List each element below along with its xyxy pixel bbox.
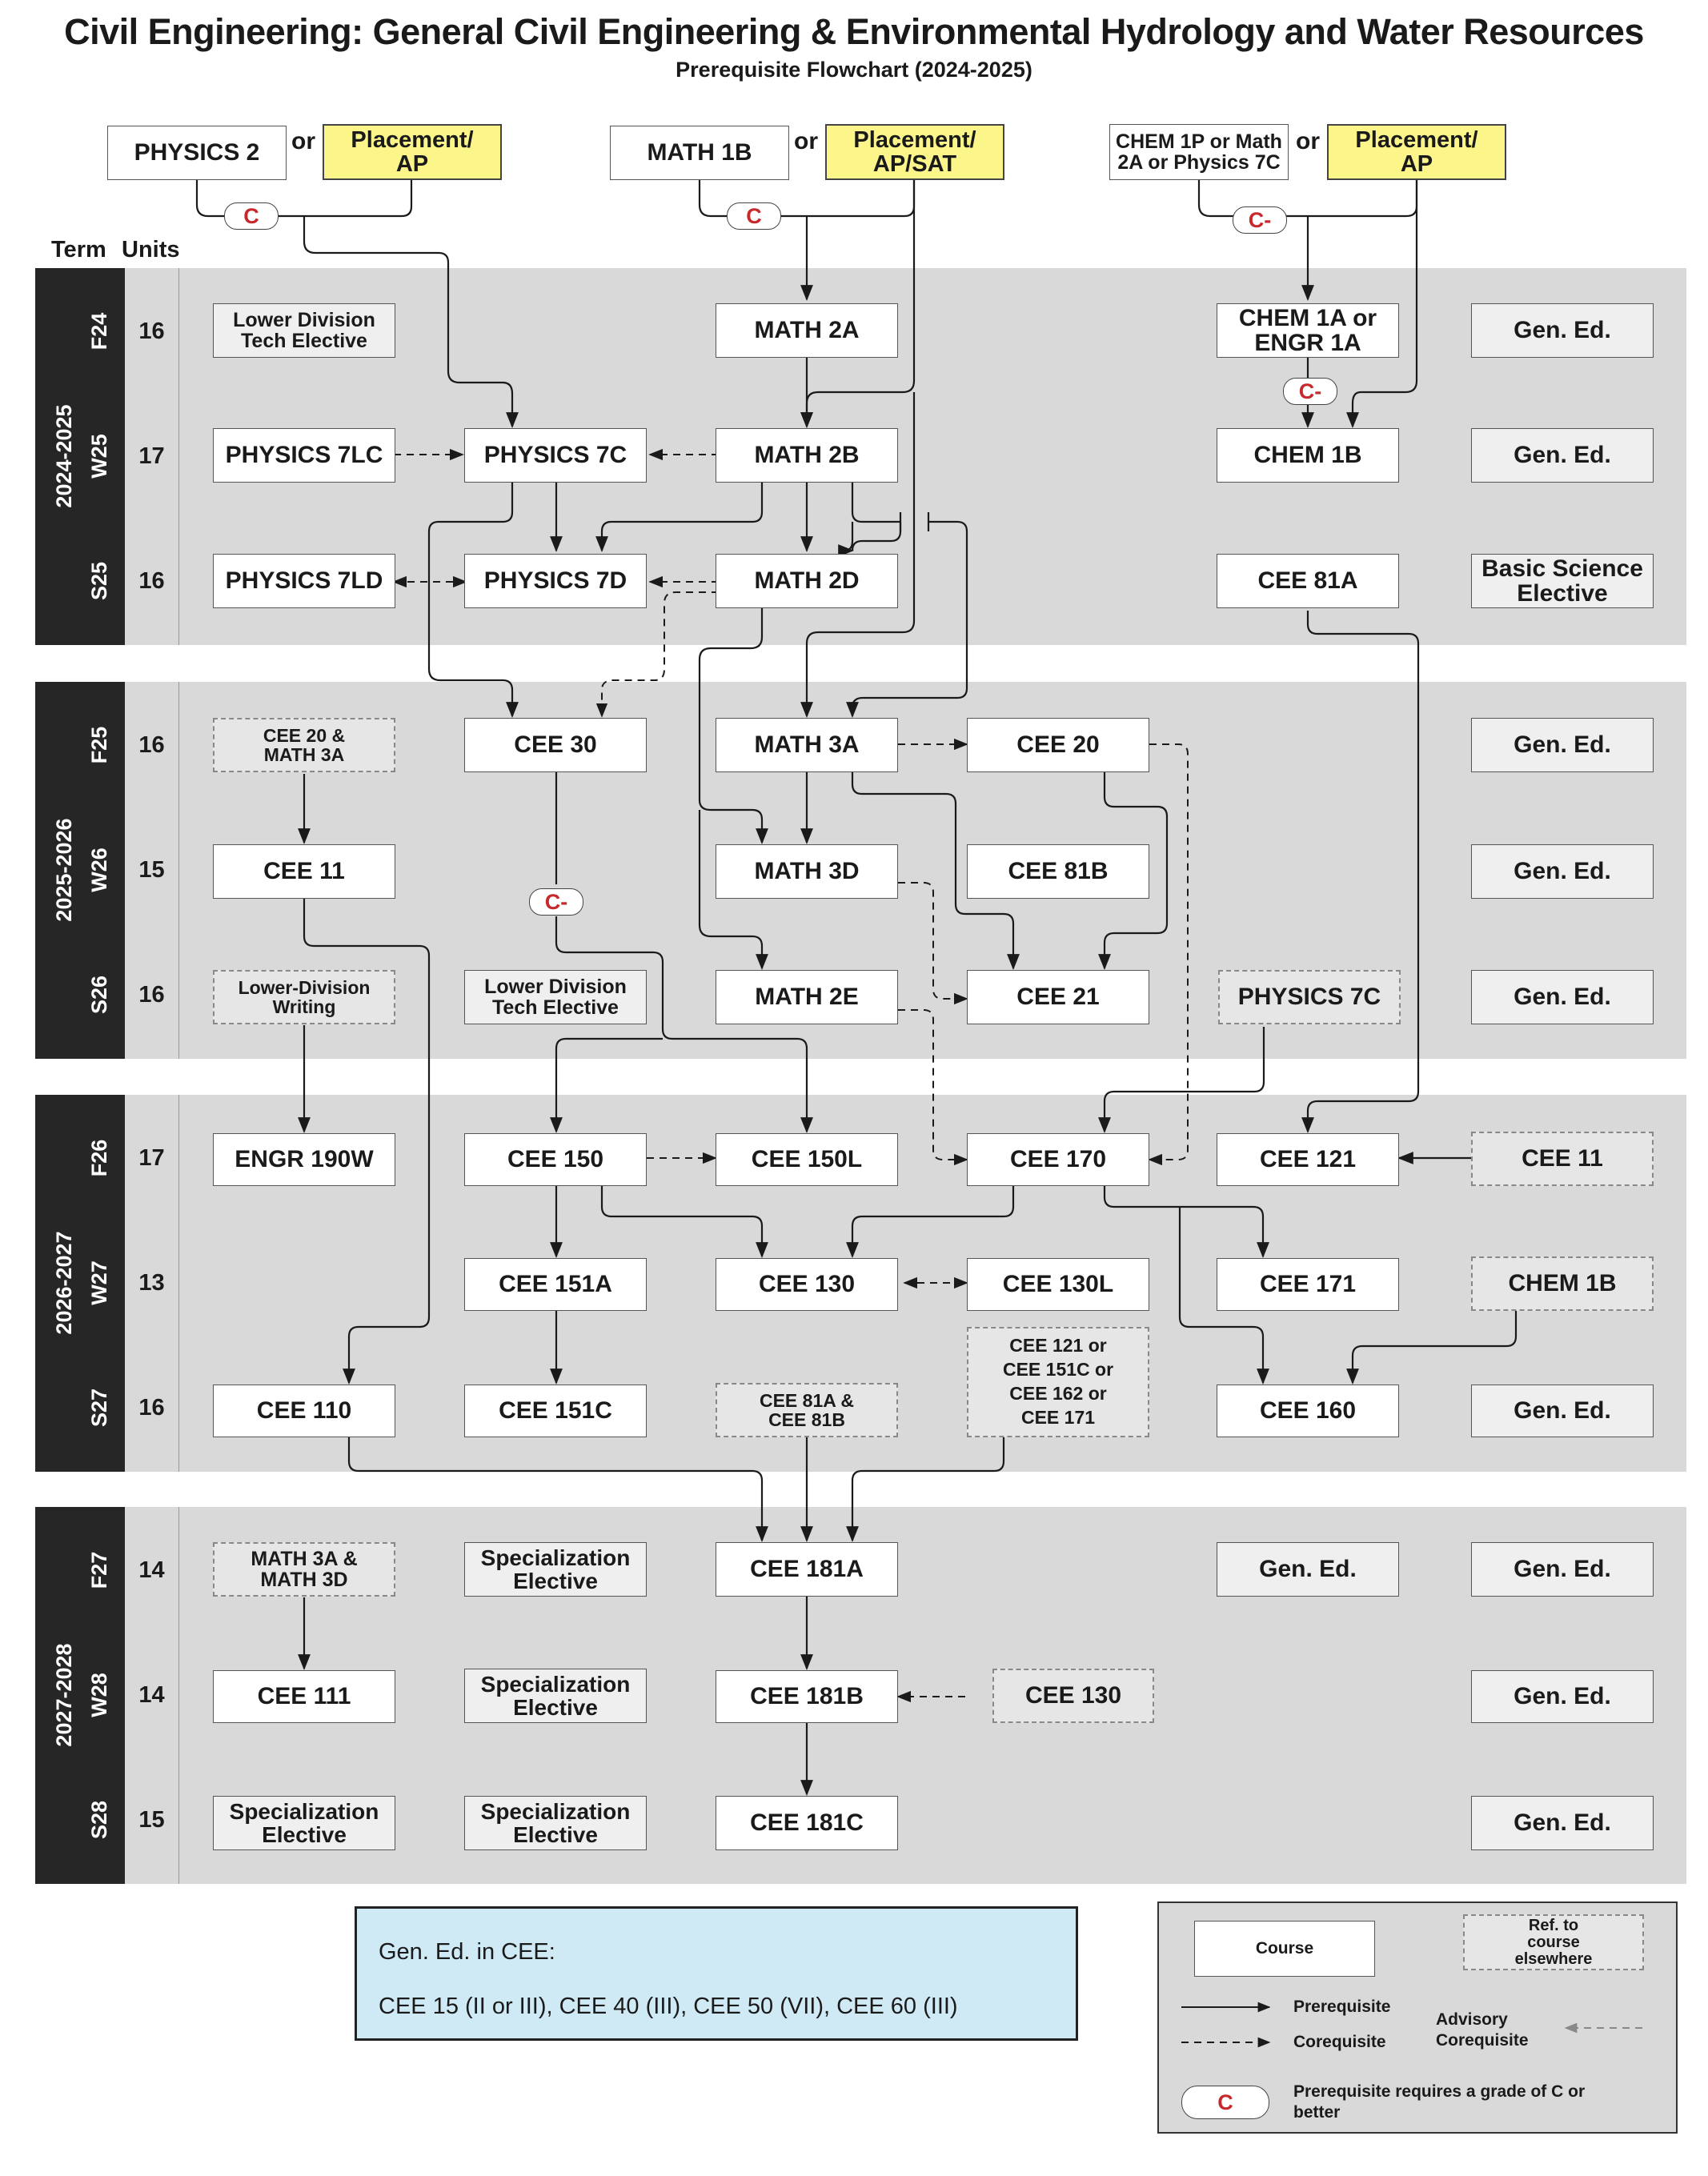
- term-label: S26: [87, 975, 111, 1015]
- specialization-elective-s28-a[interactable]: Specialization Elective: [213, 1796, 395, 1850]
- course-cee-110[interactable]: CEE 110: [213, 1385, 395, 1437]
- course-math-2a[interactable]: MATH 2A: [716, 303, 898, 358]
- physics2-box[interactable]: PHYSICS 2: [107, 126, 287, 180]
- chem1p-box[interactable]: CHEM 1P or Math 2A or Physics 7C: [1109, 124, 1289, 180]
- year-label-2024-2025: 2024-2025: [52, 404, 76, 508]
- math1b-box[interactable]: MATH 1B: [610, 126, 789, 180]
- ref-cee-130[interactable]: CEE 130: [992, 1669, 1154, 1723]
- course-cee-160[interactable]: CEE 160: [1217, 1385, 1399, 1437]
- or-label-2: or: [794, 128, 818, 154]
- course-math-3d[interactable]: MATH 3D: [716, 844, 898, 899]
- year-label-2025-2026: 2025-2026: [52, 818, 76, 922]
- units-value: 14: [138, 1682, 165, 1708]
- legend-advisory-1: Advisory: [1436, 2010, 1508, 2029]
- year-label-2026-2027: 2026-2027: [52, 1231, 76, 1335]
- or-label-1: or: [291, 128, 315, 154]
- gen-ed-s27[interactable]: Gen. Ed.: [1471, 1385, 1654, 1437]
- course-cee-20[interactable]: CEE 20: [967, 718, 1149, 772]
- lower-division-tech-elective[interactable]: Lower Division Tech Elective: [213, 303, 395, 358]
- gen-ed-info-box: [355, 1906, 1078, 2041]
- term-label: S27: [87, 1388, 111, 1428]
- course-chem-1a-or-engr-1a[interactable]: CHEM 1A or ENGR 1A: [1217, 303, 1399, 358]
- grade-c-badge: C: [224, 202, 279, 230]
- course-cee-151c[interactable]: CEE 151C: [464, 1385, 647, 1437]
- legend-advisory-2: Corequisite: [1436, 2031, 1529, 2050]
- placement-ap-box-1[interactable]: Placement/ AP: [323, 124, 502, 180]
- ref-cee121-or-options[interactable]: CEE 121 or CEE 151C or CEE 162 or CEE 171: [967, 1327, 1149, 1437]
- grade-c-minus-badge: C-: [529, 888, 583, 916]
- course-cee-150[interactable]: CEE 150: [464, 1133, 647, 1186]
- course-cee-171[interactable]: CEE 171: [1217, 1258, 1399, 1311]
- units-value: 17: [138, 1145, 165, 1171]
- course-cee-11[interactable]: CEE 11: [213, 844, 395, 899]
- units-value: 17: [138, 443, 165, 469]
- term-label: S25: [87, 561, 111, 601]
- page-title: Civil Engineering: General Civil Engineering & Environmental Hydrology and Water Resources: [64, 11, 1644, 52]
- units-value: 16: [138, 982, 165, 1008]
- gen-ed-f27-b[interactable]: Gen. Ed.: [1471, 1542, 1654, 1597]
- course-cee-121[interactable]: CEE 121: [1217, 1133, 1399, 1186]
- course-physics-7ld[interactable]: PHYSICS 7LD: [213, 554, 395, 608]
- course-cee-181a[interactable]: CEE 181A: [716, 1542, 898, 1597]
- legend-ref-box: Ref. to course elsewhere: [1463, 1914, 1644, 1970]
- term-label: W28: [87, 1673, 111, 1717]
- gen-ed-heading: Gen. Ed. in CEE:: [379, 1939, 555, 1965]
- specialization-elective-f27[interactable]: Specialization Elective: [464, 1542, 647, 1597]
- units-value: 16: [138, 1395, 165, 1421]
- course-cee-151a[interactable]: CEE 151A: [464, 1258, 647, 1311]
- specialization-elective-s28-b[interactable]: Specialization Elective: [464, 1796, 647, 1850]
- units-value: 15: [138, 857, 165, 883]
- or-label-3: or: [1296, 128, 1320, 154]
- units-value: 16: [138, 732, 165, 758]
- ref-physics-7c[interactable]: PHYSICS 7C: [1218, 970, 1401, 1024]
- ref-cee81a-cee81b[interactable]: CEE 81A & CEE 81B: [716, 1383, 898, 1437]
- ref-chem-1b[interactable]: CHEM 1B: [1471, 1256, 1654, 1311]
- course-cee-150l[interactable]: CEE 150L: [716, 1133, 898, 1186]
- gen-ed-courses: CEE 15 (II or III), CEE 40 (III), CEE 50 (VII), CEE 60 (III): [379, 1994, 958, 2019]
- course-engr-190w[interactable]: ENGR 190W: [213, 1133, 395, 1186]
- gen-ed-s26[interactable]: Gen. Ed.: [1471, 970, 1654, 1024]
- course-cee-81a[interactable]: CEE 81A: [1217, 554, 1399, 608]
- course-math-3a[interactable]: MATH 3A: [716, 718, 898, 772]
- ref-lower-division-writing[interactable]: Lower-Division Writing: [213, 970, 395, 1024]
- units-header: Units: [122, 237, 180, 262]
- term-label: F26: [87, 1139, 111, 1177]
- specialization-elective-w28[interactable]: Specialization Elective: [464, 1669, 647, 1723]
- course-math-2d[interactable]: MATH 2D: [716, 554, 898, 608]
- course-cee-130l[interactable]: CEE 130L: [967, 1258, 1149, 1311]
- course-cee-30[interactable]: CEE 30: [464, 718, 647, 772]
- grade-c-minus-badge: C-: [1283, 378, 1337, 405]
- legend: [1157, 1901, 1678, 2134]
- gen-ed-w28[interactable]: Gen. Ed.: [1471, 1670, 1654, 1723]
- course-physics-7lc[interactable]: PHYSICS 7LC: [213, 428, 395, 483]
- legend-grade-text-1: Prerequisite requires a grade of C or: [1293, 2082, 1586, 2101]
- term-label: S28: [87, 1800, 111, 1840]
- year-label-2027-2028: 2027-2028: [52, 1643, 76, 1747]
- page-subtitle: Prerequisite Flowchart (2024-2025): [676, 58, 1032, 82]
- legend-corequisite: Corequisite: [1293, 2033, 1386, 2051]
- units-value: 16: [138, 568, 165, 594]
- term-label: F24: [87, 312, 111, 351]
- term-header: Term: [51, 237, 106, 262]
- term-label: W26: [87, 848, 111, 892]
- course-math-2b[interactable]: MATH 2B: [716, 428, 898, 483]
- course-chem-1b[interactable]: CHEM 1B: [1217, 428, 1399, 483]
- course-cee-181c[interactable]: CEE 181C: [716, 1796, 898, 1850]
- basic-science-elective[interactable]: Basic Science Elective: [1471, 554, 1654, 608]
- term-label: W25: [87, 434, 111, 479]
- legend-grade-text-2: better: [1293, 2103, 1341, 2122]
- gen-ed-s28[interactable]: Gen. Ed.: [1471, 1796, 1654, 1850]
- grade-c-minus-badge: C-: [1233, 206, 1287, 234]
- gen-ed-w25[interactable]: Gen. Ed.: [1471, 428, 1654, 483]
- lower-division-tech-elective-2[interactable]: Lower Division Tech Elective: [464, 970, 647, 1024]
- legend-course-box: Course: [1194, 1921, 1375, 1977]
- units-value: 16: [138, 319, 165, 344]
- course-physics-7c[interactable]: PHYSICS 7C: [464, 428, 647, 483]
- placement-ap-sat-box[interactable]: Placement/ AP/SAT: [825, 124, 1004, 180]
- ref-math3a-math3d[interactable]: MATH 3A & MATH 3D: [213, 1542, 395, 1597]
- term-label: W27: [87, 1260, 111, 1305]
- course-cee-81b[interactable]: CEE 81B: [967, 844, 1149, 899]
- units-value: 13: [138, 1270, 165, 1296]
- gen-ed-f24[interactable]: Gen. Ed.: [1471, 303, 1654, 358]
- units-value: 15: [138, 1807, 165, 1833]
- course-physics-7d[interactable]: PHYSICS 7D: [464, 554, 647, 608]
- course-cee-181b[interactable]: CEE 181B: [716, 1670, 898, 1723]
- gen-ed-w26[interactable]: Gen. Ed.: [1471, 844, 1654, 899]
- course-cee-21[interactable]: CEE 21: [967, 970, 1149, 1024]
- course-math-2e[interactable]: MATH 2E: [716, 970, 898, 1024]
- legend-grade-badge: C: [1181, 2086, 1269, 2119]
- ref-cee20-math3a[interactable]: CEE 20 & MATH 3A: [213, 718, 395, 772]
- course-cee-130[interactable]: CEE 130: [716, 1258, 898, 1311]
- term-label: F27: [87, 1551, 111, 1589]
- legend-prerequisite: Prerequisite: [1293, 1998, 1391, 2016]
- gen-ed-f27-a[interactable]: Gen. Ed.: [1217, 1542, 1399, 1597]
- placement-ap-box-3[interactable]: Placement/ AP: [1327, 124, 1506, 180]
- term-label: F25: [87, 726, 111, 764]
- grade-c-badge: C: [727, 202, 781, 230]
- course-cee-111[interactable]: CEE 111: [213, 1670, 395, 1723]
- units-value: 14: [138, 1557, 165, 1583]
- ref-cee-11[interactable]: CEE 11: [1471, 1132, 1654, 1186]
- course-cee-170[interactable]: CEE 170: [967, 1133, 1149, 1186]
- gen-ed-f25[interactable]: Gen. Ed.: [1471, 718, 1654, 772]
